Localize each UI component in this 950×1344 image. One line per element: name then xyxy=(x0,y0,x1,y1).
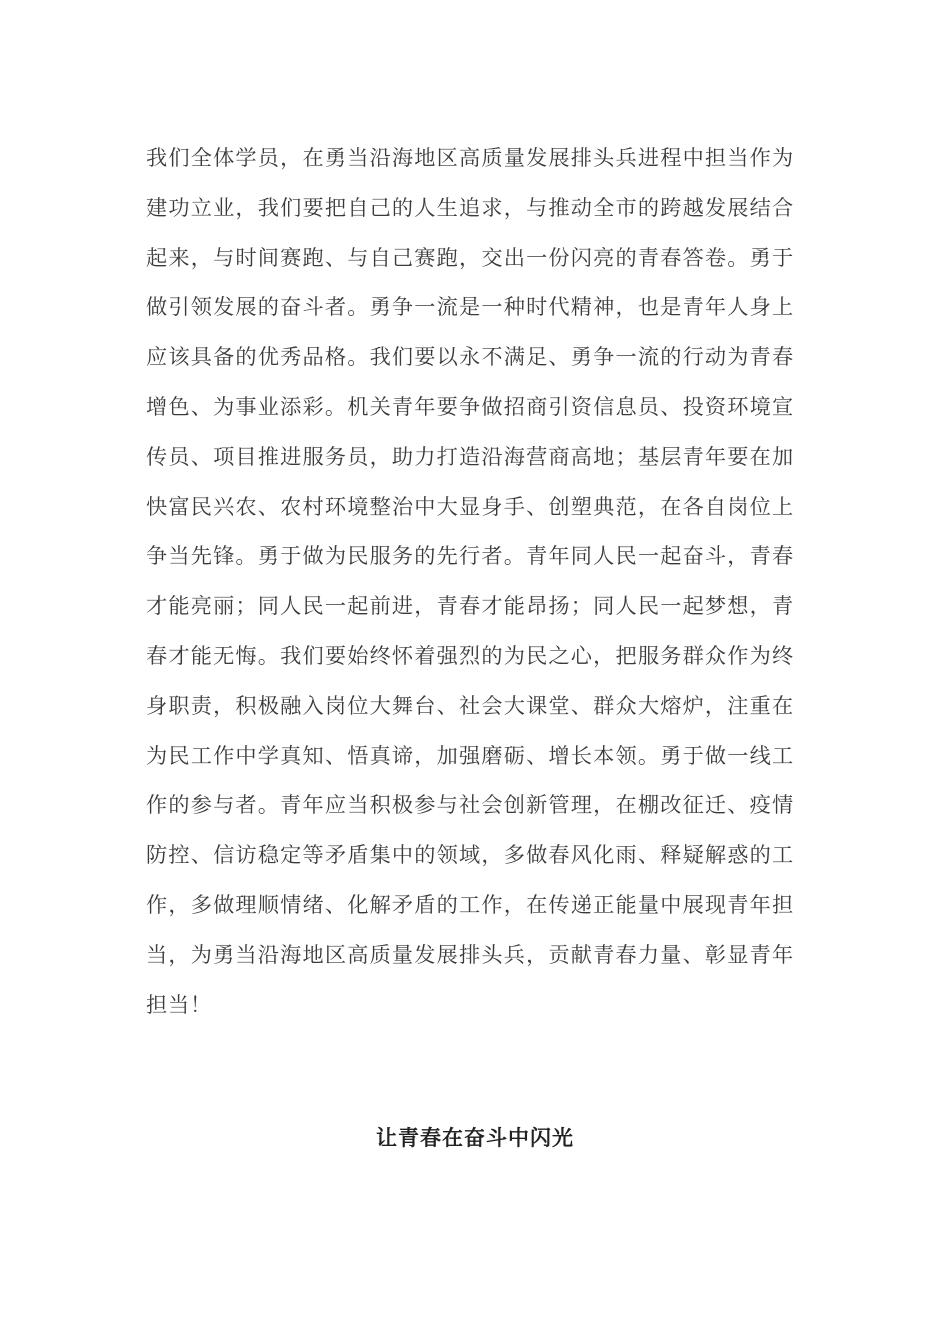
section-heading: 让青春在奋斗中闪光 xyxy=(376,1126,574,1150)
body-paragraph: 我们全体学员，在勇当沿海地区高质量发展排头兵进程中担当作为建功立业，我们要把自己的人生追求，与推动全市的跨越发展结合起来，与时间赛跑、与自己赛跑，交出一份闪亮的青春答卷。勇于做引领发展的奋斗者。勇争一流是一种时代精神，也是青年人身上应该具备的优秀品格。我们要以永不满足、勇争一流的行动为青春增色、为事业添彩。机关青年要争做招商引资信息员、投资环境宣传员、项目推进服务员，助力打造沿海营商高地；基层青年要在加快富民兴农、农村环境整治中大显身手、创塑典范，在各自岗位上争当先锋。勇于做为民服务的先行者。青年同人民一起奋斗，青春才能亮丽；同人民一起前进，青春才能昂扬；同人民一起梦想，青春才能无悔。我们要始终怀着强烈的为民之心，把服务群众作为终身职责，积极融入岗位大舞台、社会大课堂、群众大熔炉，注重在为民工作中学真知、悟真谛，加强磨砺、增长本领。勇于做一线工作的参与者。青年应当积极参与社会创新管理，在棚改征迁、疫情防控、信访稳定等矛盾集中的领域，多做春风化雨、释疑解惑的工作，多做理顺情绪、化解矛盾的工作，在传递正能量中展现青年担当，为勇当沿海地区高质量发展排头兵，贡献青春力量、彰显青年担当！ xyxy=(146,145,794,1017)
